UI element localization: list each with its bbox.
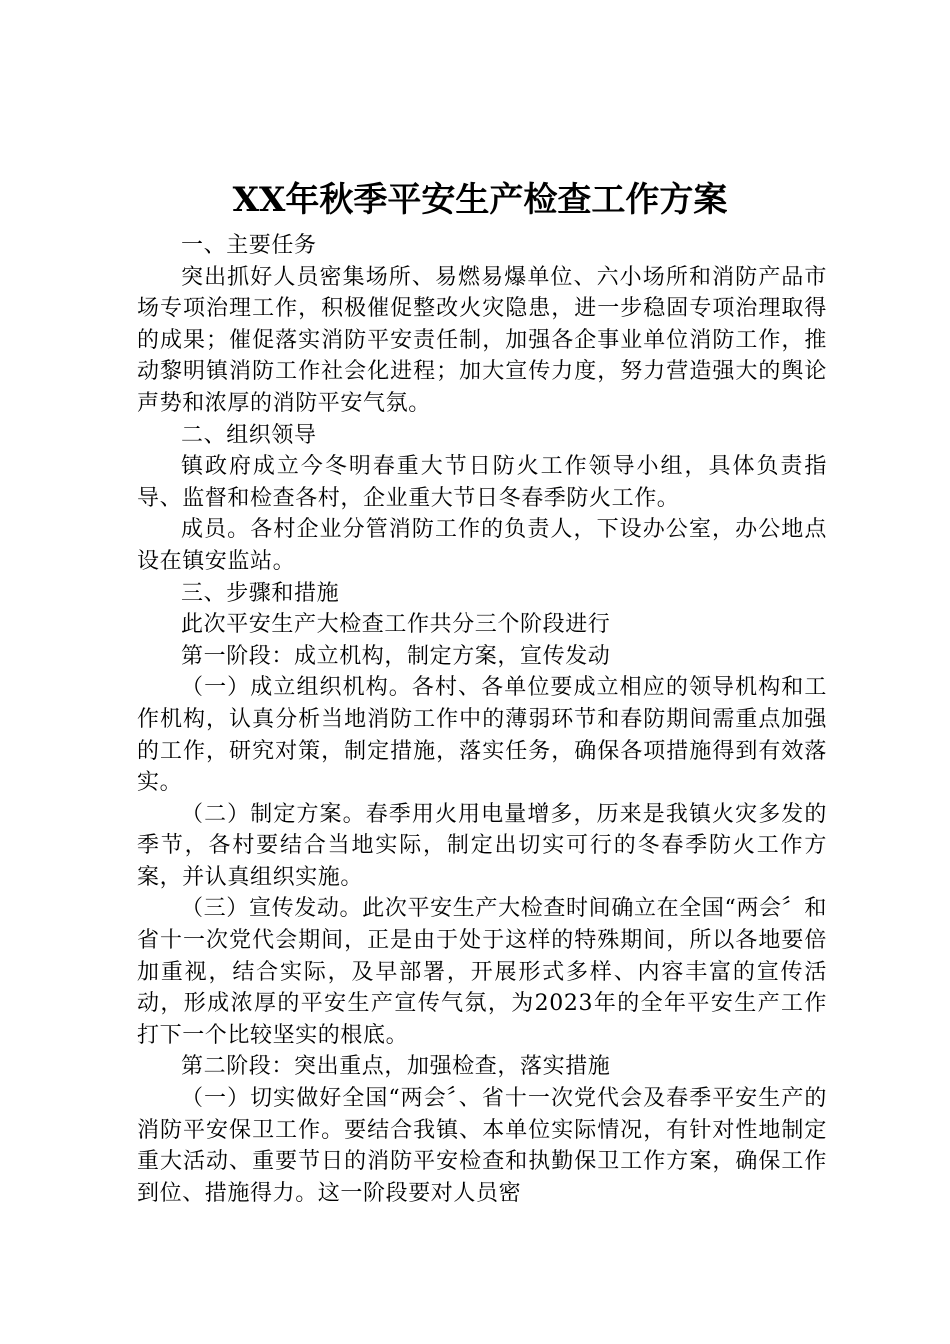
section-heading-steps: 三、步骤和措施: [181, 580, 340, 606]
section-heading-main-tasks: 一、主要任务: [181, 233, 317, 258]
stage-two-heading: 第二阶段：突出重点，加强检查，落实措施: [181, 1054, 611, 1080]
paragraph-three-stages: 此次平安生产大检查工作共分三个阶段进行: [181, 612, 611, 638]
paragraph-publicity: （三）宣传发动。此次平安生产大检查时间确立在全国“两会〞和省十一次党代会期间，正是由于处于这样的特殊期间，所以各地要倍加重视，结合实际，及早部署，开展形式多样、内容丰富的宣传活动，形成浓厚的平安生产宣传气氛，为2023年的全年平安生产工作打下一个比较坚实的根底。: [137, 896, 827, 1048]
document-body: [137, 230, 827, 1209]
paragraph-members: 成员。各村企业分管消防工作的负责人，下设办公室，办公地点设在镇安监站。: [137, 517, 827, 574]
stage-one-heading: 第一阶段：成立机构，制定方案，宣传发动: [181, 643, 611, 669]
document-title: XX年秋季平安生产检查工作方案: [232, 180, 728, 220]
paragraph-organization: （一）成立组织机构。各村、各单位要成立相应的领导机构和工作机构，认真分析当地消防工作中的薄弱环节和春防期间需重点加强的工作，研究对策，制定措施，落实任务，确保各项措施得到有效落实。: [137, 675, 827, 796]
paragraph-main-tasks: 突出抓好人员密集场所、易燃易爆单位、六小场所和消防产品市场专项治理工作，积极催促整改火灾隐患，进一步稳固专项治理取得的成果；催促落实消防平安责任制，加强各企事业单位消防工作，推动黎明镇消防工作社会化进程；加大宣传力度，努力营造强大的舆论声势和浓厚的消防平安气氛。: [137, 264, 827, 416]
paragraph-security-work: （一）切实做好全国“两会〞、省十一次党代会及春季平安生产的消防平安保卫工作。要结合我镇、本单位实际情况，有针对性地制定重大活动、重要节日的消防平安检查和执勤保卫工作方案，确保工作到位、措施得力。这一阶段要对人员密: [137, 1086, 827, 1206]
paragraph-leadership-group: 镇政府成立今冬明春重大节日防火工作领导小组，具体负责指导、监督和检查各村，企业重大节日冬春季防火工作。: [137, 454, 827, 511]
section-heading-leadership: 二、组织领导: [181, 422, 317, 448]
paragraph-plan: （二）制定方案。春季用火用电量增多，历来是我镇火灾多发的季节，各村要结合当地实际，制定出切实可行的冬春季防火工作方案，并认真组织实施。: [137, 801, 827, 890]
